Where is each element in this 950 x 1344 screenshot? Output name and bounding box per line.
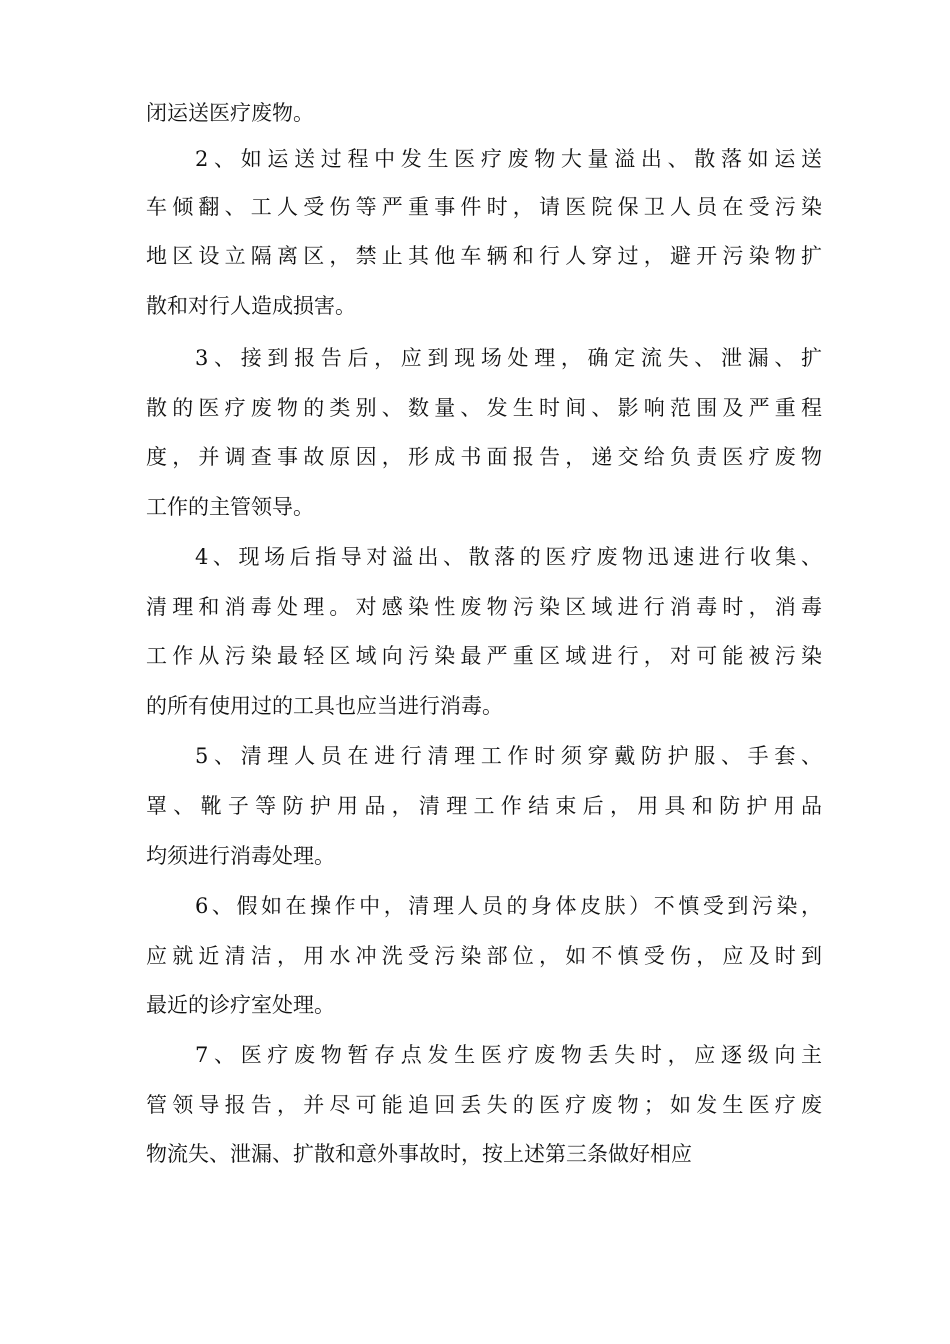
paragraph-5-first-line: 5、清理人员在进行清理工作时须穿戴防护服、手套、 (195, 744, 822, 768)
text-line: 工作的主管领导。 (146, 495, 314, 519)
text-line: 应就近清洁，用水冲洗受污染部位，如不慎受伤，应及时到 (146, 944, 822, 968)
paragraph-3-first-line: 3、接到报告后，应到现场处理，确定流失、泄漏、扩 (195, 346, 822, 370)
text-line: 物流失、泄漏、扩散和意外事故时，按上述第三条做好相应 (146, 1142, 692, 1166)
paragraph-2-first-line: 2、如运送过程中发生医疗废物大量溢出、散落如运送 (195, 147, 822, 171)
text-line: 管领导报告，并尽可能追回丢失的医疗废物；如发生医疗废 (146, 1093, 822, 1117)
paragraph-6-first-line: 6、假如在操作中，清理人员的身体皮肤）不慎受到污染， (195, 894, 822, 918)
text-line: 工作从污染最轻区域向污染最严重区域进行，对可能被污染 (146, 644, 822, 668)
text-line: 车倾翻、工人受伤等严重事件时，请医院保卫人员在受污染 (146, 195, 822, 219)
paragraph-4-first-line: 4、现场后指导对溢出、散落的医疗废物迅速进行收集、 (195, 545, 822, 569)
text-line: 散的医疗废物的类别、数量、发生时间、影响范围及严重程 (146, 396, 822, 420)
text-line: 罩、靴子等防护用品，清理工作结束后，用具和防护用品 (146, 794, 822, 818)
text-line: 地区设立隔离区，禁止其他车辆和行人穿过，避开污染物扩 (146, 244, 822, 268)
text-line: 散和对行人造成损害。 (146, 294, 356, 318)
text-line: 闭运送医疗废物。 (146, 101, 314, 125)
paragraph-7-first-line: 7、医疗废物暂存点发生医疗废物丢失时，应逐级向主 (195, 1043, 822, 1067)
text-line: 均须进行消毒处理。 (146, 844, 335, 868)
text-line: 的所有使用过的工具也应当进行消毒。 (146, 694, 503, 718)
text-line: 最近的诊疗室处理。 (146, 993, 335, 1017)
text-line: 度，并调查事故原因，形成书面报告，递交给负责医疗废物 (146, 445, 822, 469)
text-line: 清理和消毒处理。对感染性废物污染区域进行消毒时，消毒 (146, 595, 822, 619)
